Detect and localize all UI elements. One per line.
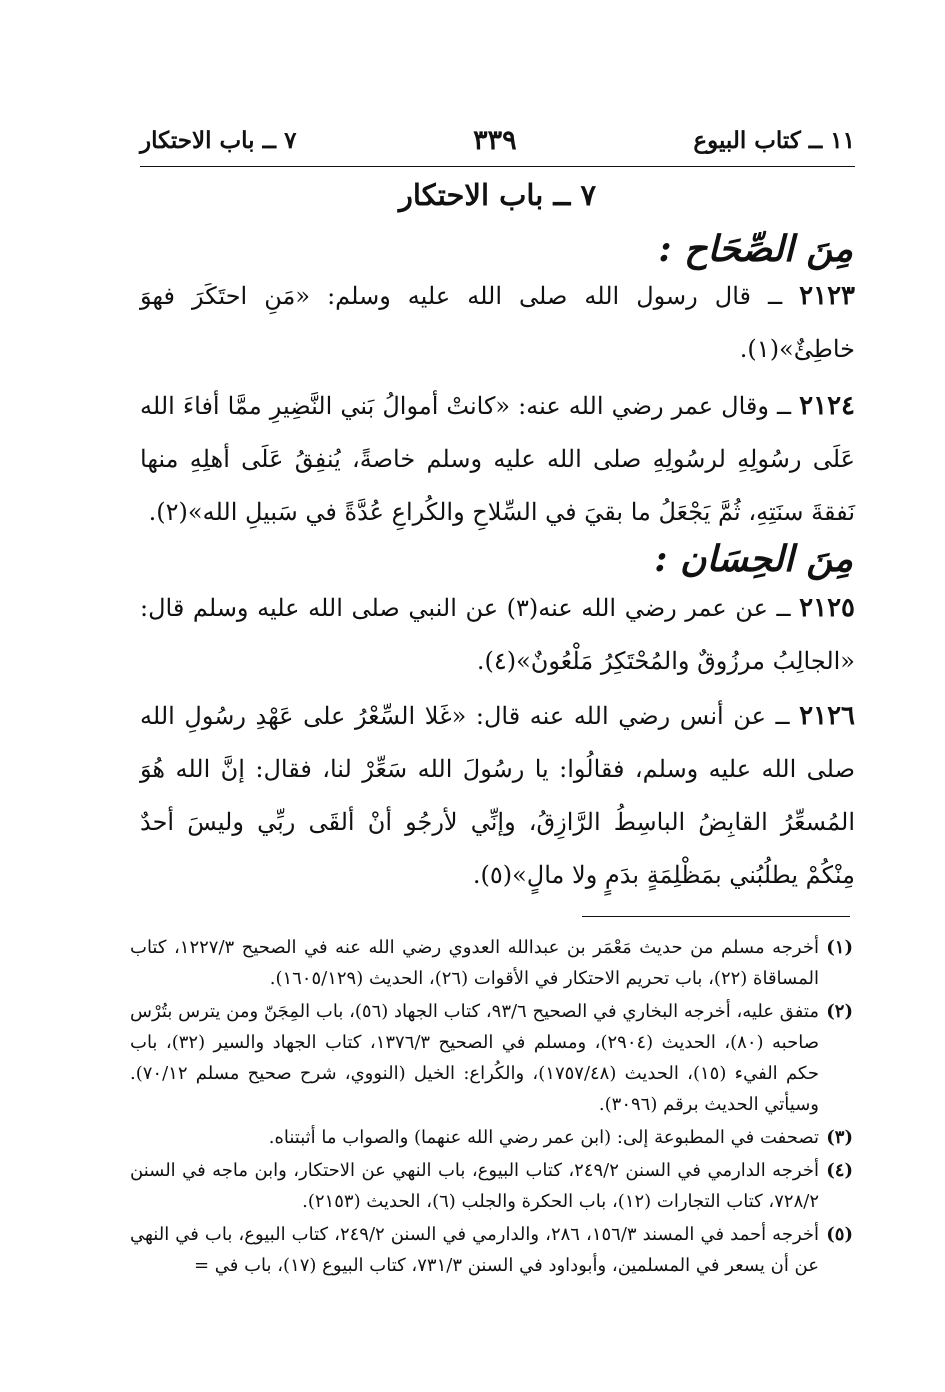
hadith-number: ٢١٢٣ bbox=[799, 281, 855, 311]
footnotes bbox=[130, 932, 853, 1283]
footnote-number: (٤) bbox=[826, 1160, 853, 1181]
section-heading-hisan: مِنَ الحِسَان : bbox=[654, 538, 853, 580]
hadith-2123 bbox=[140, 270, 855, 376]
header-section: ٧ ــ باب الاحتكار bbox=[140, 126, 297, 154]
header-chapter: ١١ ــ كتاب البيوع bbox=[693, 126, 855, 154]
footnote-number: (٥) bbox=[826, 1224, 853, 1245]
footnote-number: (٢) bbox=[826, 1001, 853, 1022]
footnote-text: أخرجه أحمد في المسند ١٥٦/٣، ٢٨٦، والدارمي في السنن ٢٤٩/٢، كتاب البيوع، باب في النهي عن أن يسعر في المسلمين، وأبوداود في السنن ٧٣١/٣، كتاب البيوع (١٧)، باب في = bbox=[130, 1224, 819, 1276]
footnote-rule bbox=[582, 916, 850, 917]
running-header bbox=[140, 118, 855, 162]
hadith-number: ٢١٢٦ bbox=[799, 701, 855, 731]
hadith-text: ــ وقال عمر رضي الله عنه: «كانتْ أموالُ بَني النَّضِيرِ ممَّا أفاءَ الله عَلَى رسُولِهِ لرسُولِهِ صلى الله عليه وسلم خاصةً، يُنفِقُ عَلَى أهلِهِ منها نَفقةَ سنَتِهِ، ثُمَّ يَجْعَلُ ما بقيَ في السِّلاحِ والكُراعِ عُدَّةً في سَبيلِ الله»(٢). bbox=[140, 392, 855, 526]
footnote-4 bbox=[130, 1155, 853, 1217]
footnote-text: تصحفت في المطبوعة إلى: (ابن عمر رضي الله عنهما) والصواب ما أثبتناه. bbox=[268, 1127, 819, 1148]
page-number: ٣٣٩ bbox=[473, 124, 517, 156]
footnote-number: (١) bbox=[826, 937, 853, 958]
hadith-2126 bbox=[140, 690, 855, 902]
footnote-1 bbox=[130, 932, 853, 994]
hadith-2125 bbox=[140, 582, 855, 688]
hadith-number: ٢١٢٤ bbox=[799, 391, 855, 421]
section-heading-sahih: مِنَ الصِّحَاح : bbox=[658, 228, 853, 270]
hadith-text: ــ قال رسول الله صلى الله عليه وسلم: «مَنِ احتَكَرَ فهوَ خاطِئٌ»(١). bbox=[140, 282, 855, 363]
footnote-text: متفق عليه، أخرجه البخاري في الصحيح ٩٣/٦، كتاب الجهاد (٥٦)، باب المِجَنّ ومن يترس بتُرْس صاحبه (٨٠)، الحديث (٢٩٠٤)، ومسلم في الصحيح ١٣٧٦/٣، كتاب الجهاد والسير (٣٢)، باب حكم الفيء (١٥)، الحديث (١٧٥٧/٤٨)، والكُراع: الخيل (النووي، شرح صحيح مسلم ٧٠/١٢). وسيأتي الحديث برقم (٣٠٩٦). bbox=[130, 1001, 819, 1115]
hadith-2124 bbox=[140, 380, 855, 539]
footnote-text: أخرجه مسلم من حديث مَعْمَر بن عبدالله العدوي رضي الله عنه في الصحيح ١٢٢٧/٣، كتاب المساقاة (٢٢)، باب تحريم الاحتكار في الأقوات (٢٦)، الحديث (١٦٠٥/١٢٩). bbox=[130, 937, 819, 989]
footnote-number: (٣) bbox=[826, 1127, 853, 1148]
chapter-title: ٧ ــ باب الاحتكار bbox=[398, 178, 597, 212]
header-rule bbox=[140, 166, 855, 167]
footnote-text: أخرجه الدارمي في السنن ٢٤٩/٢، كتاب البيوع، باب النهي عن الاحتكار، وابن ماجه في السنن ٧٢٨/٢، كتاب التجارات (١٢)، باب الحكرة والجلب (٦)، الحديث (٢١٥٣). bbox=[130, 1160, 819, 1212]
hadith-number: ٢١٢٥ bbox=[799, 593, 856, 623]
footnote-2 bbox=[130, 996, 853, 1120]
footnote-3 bbox=[130, 1122, 853, 1153]
footnote-5 bbox=[130, 1219, 853, 1281]
hadith-text: ــ عن عمر رضي الله عنه(٣) عن النبي صلى الله عليه وسلم قال: «الجالِبُ مرزُوقٌ والمُحْتَكِرُ مَلْعُونٌ»(٤). bbox=[140, 594, 855, 675]
hadith-text: ــ عن أنس رضي الله عنه قال: «غَلا السِّعْرُ على عَهْدِ رسُولِ الله صلى الله عليه وسلم، فقالُوا: يا رسُولَ الله سَعِّرْ لنا، فقال: إنَّ الله هُوَ المُسعِّرُ القابِضُ الباسِطُ الرَّازِقُ، وإنِّي لأرجُو أنْ ألقَى ربِّي وليسَ أحدٌ مِنْكُمْ يطلُبُني بمَظْلِمَةٍ بدَمٍ ولا مالٍ»(٥). bbox=[140, 702, 855, 889]
